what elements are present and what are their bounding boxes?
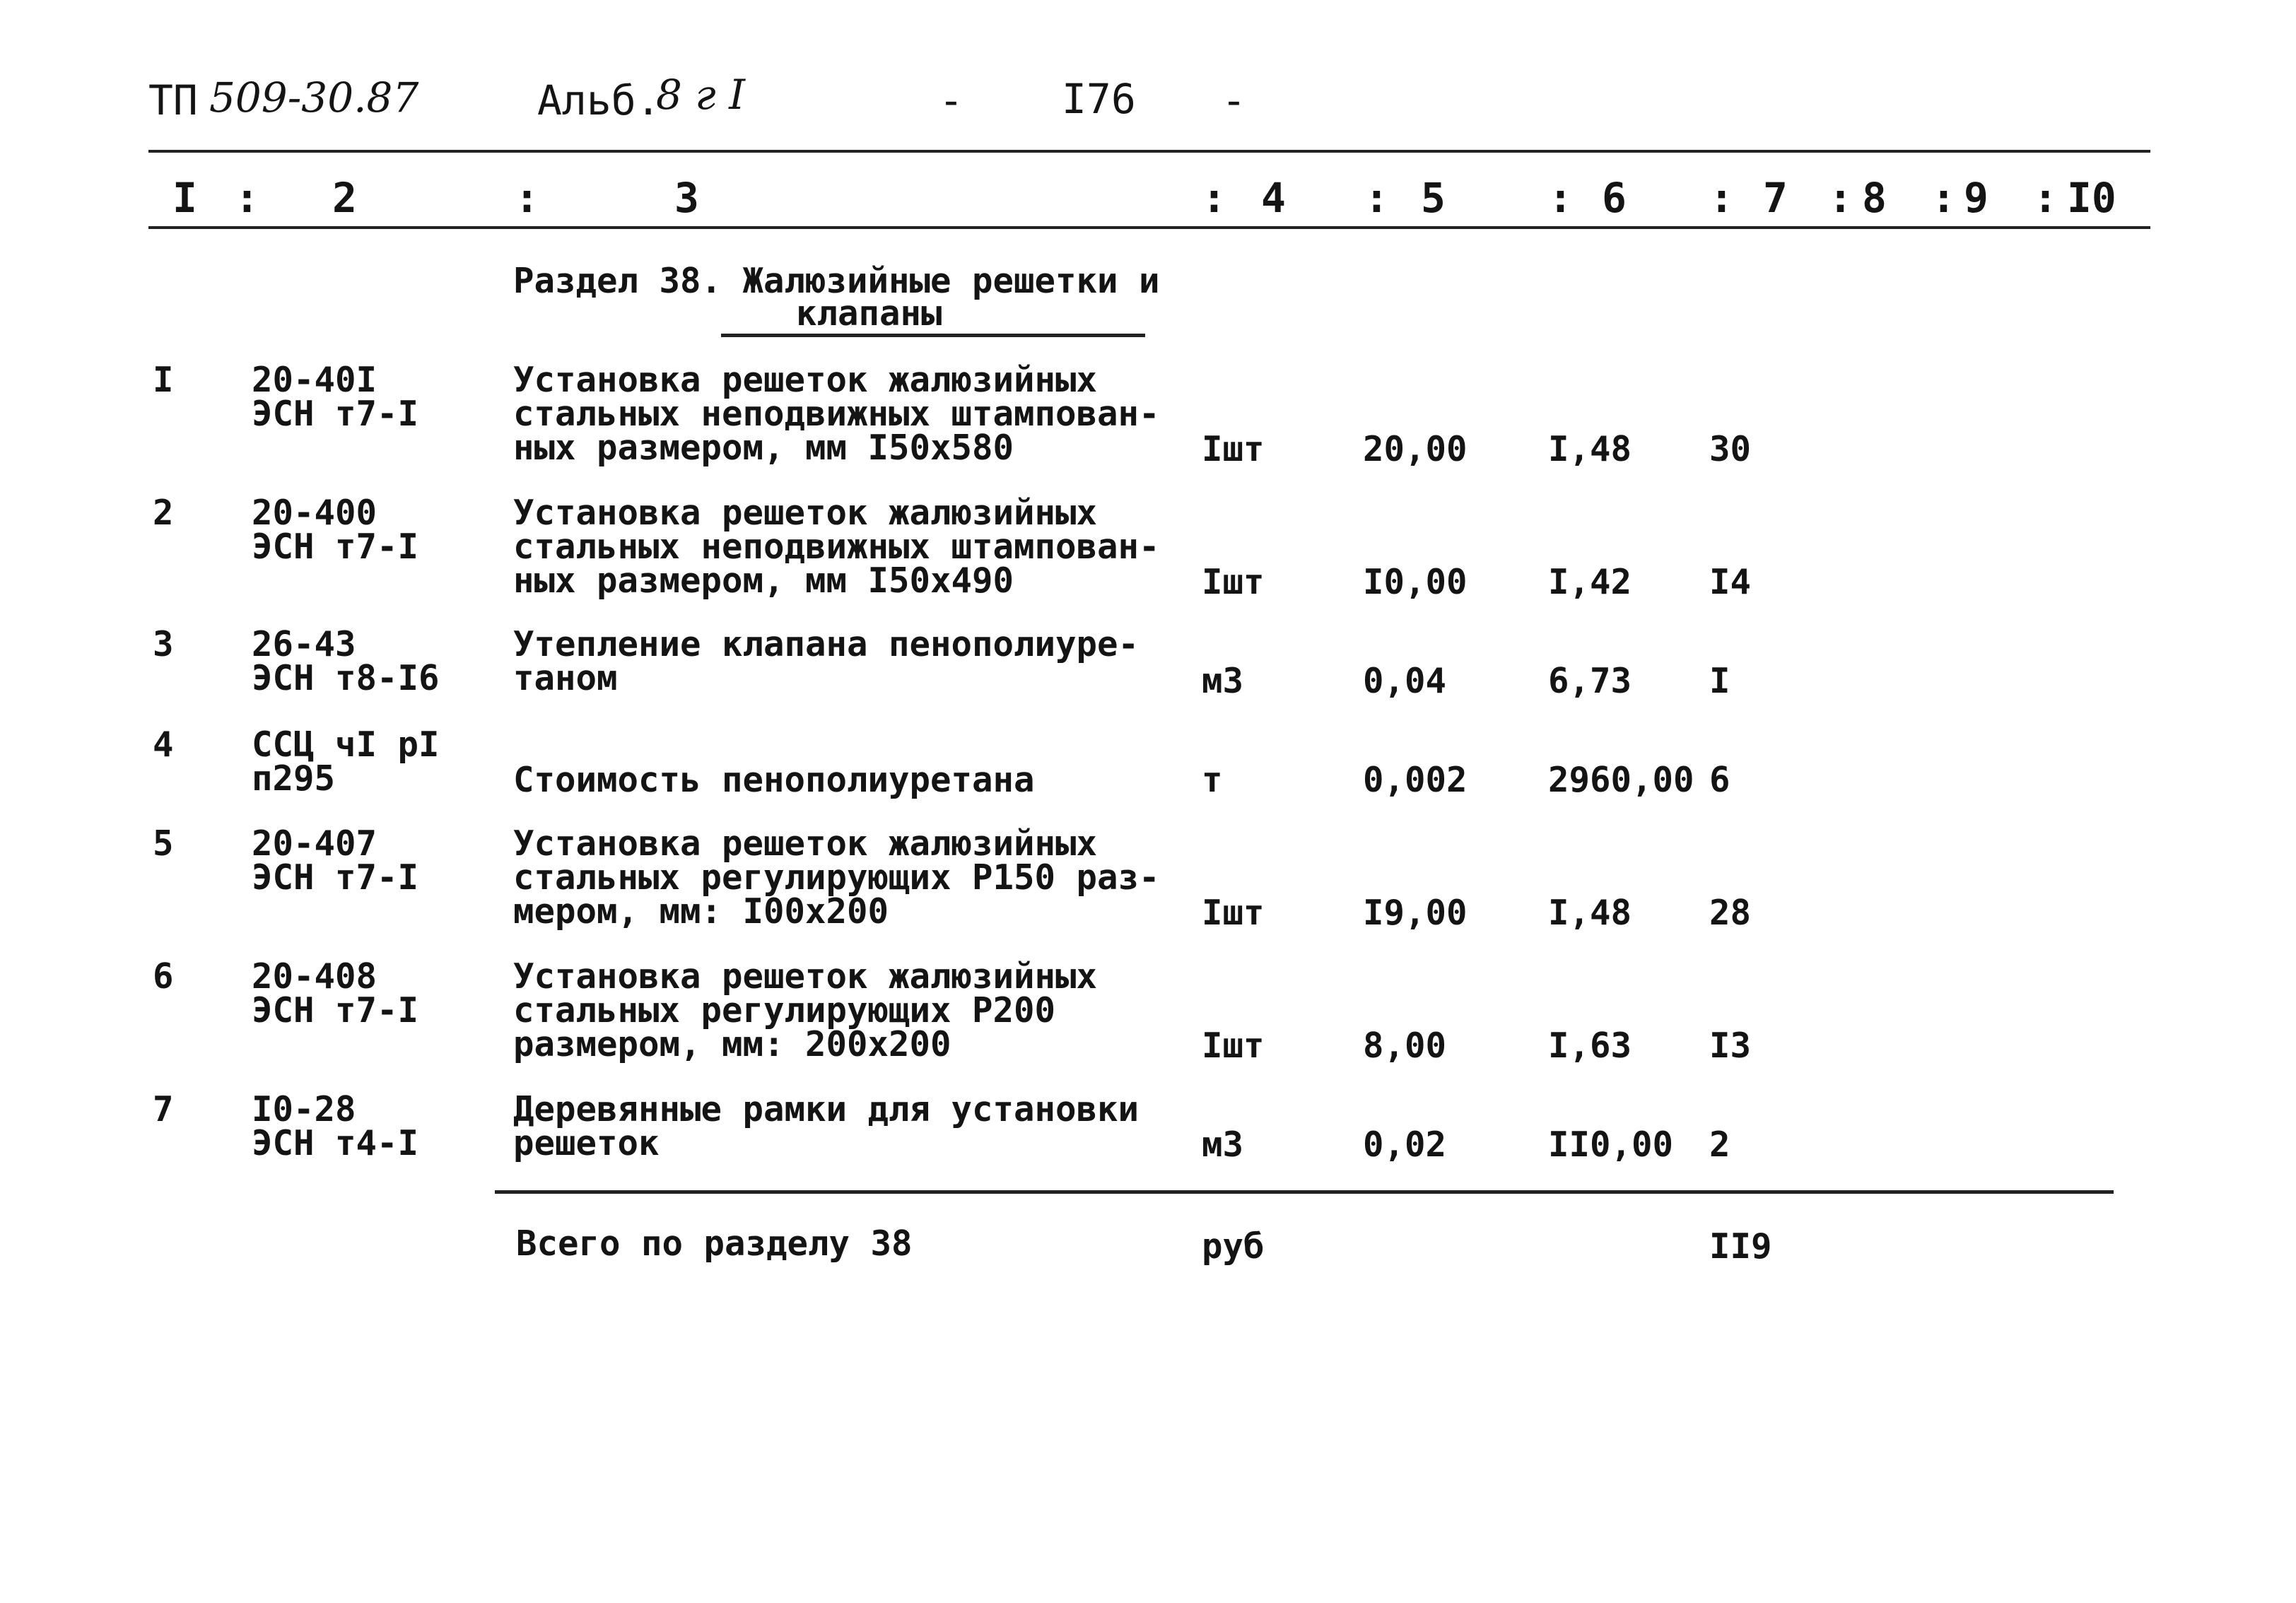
row-unit: т (1202, 760, 1223, 800)
summary-rule (495, 1190, 2114, 1194)
row-code: 20-400 (252, 493, 377, 533)
col-sep: : (1828, 174, 1853, 222)
row-code-ref: ЭСН т4-I (252, 1123, 419, 1163)
row-code-ref: ЭСН т7-I (252, 990, 419, 1030)
row-price: II0,00 (1548, 1125, 1674, 1165)
header-dash-left: - (939, 76, 964, 124)
col-sep: : (2033, 174, 2058, 222)
row-description: ных размером, мм I50х580 (513, 428, 1014, 468)
row-code: I0-28 (252, 1089, 356, 1129)
row-description: ных размером, мм I50х490 (513, 560, 1014, 601)
summary-total: II9 (1709, 1226, 1772, 1267)
header-bottom-rule (148, 226, 2150, 229)
row-number: 6 (153, 956, 174, 997)
row-code-ref: ЭСН т7-I (252, 527, 419, 567)
row-description: стальных неподвижных штампован- (513, 394, 1160, 434)
row-number: 3 (153, 624, 174, 664)
row-code: 20-40I (252, 360, 377, 400)
row-quantity: I0,00 (1363, 562, 1468, 602)
row-total: I4 (1709, 562, 1752, 602)
row-quantity: 20,00 (1363, 429, 1468, 469)
row-description: Деревянные рамки для установки (513, 1089, 1140, 1129)
row-price: I,42 (1548, 562, 1632, 602)
row-code: 20-408 (252, 956, 377, 997)
doc-prefix: ТП (148, 76, 198, 124)
row-unit: Iшт (1202, 893, 1265, 933)
section-title-line1: Раздел 38. Жалюзийные решетки и (513, 261, 1160, 301)
row-description: Установка решеток жалюзийных (513, 493, 1098, 533)
row-number: 5 (153, 823, 174, 864)
row-number: 4 (153, 724, 174, 765)
row-code-ref: п295 (252, 758, 336, 799)
col-sep: : (1202, 174, 1226, 222)
row-number: 2 (153, 493, 174, 533)
col-8: 8 (1862, 174, 1887, 222)
row-price: I,48 (1548, 429, 1632, 469)
row-quantity: 0,02 (1363, 1125, 1447, 1165)
row-unit: Iшт (1202, 429, 1265, 469)
row-description: Установка решеток жалюзийных (513, 956, 1098, 997)
row-quantity: 0,002 (1363, 760, 1468, 800)
row-unit: Iшт (1202, 562, 1265, 602)
col-10: I0 (2067, 174, 2116, 222)
header-dash-right: - (1222, 76, 1246, 124)
summary-label: Всего по разделу 38 (516, 1223, 913, 1264)
row-total: 6 (1709, 760, 1730, 800)
col-sep: : (1709, 174, 1734, 222)
doc-number: 509-30.87 (209, 74, 419, 122)
row-total: I (1709, 661, 1730, 701)
row-number: 7 (153, 1089, 174, 1129)
row-description: размером, мм: 200х200 (513, 1024, 951, 1064)
row-total: 2 (1709, 1125, 1730, 1165)
section-title-underline (721, 334, 1145, 337)
row-total: 30 (1709, 429, 1752, 469)
col-9: 9 (1964, 174, 1988, 222)
row-price: I,48 (1548, 893, 1632, 933)
row-price: 6,73 (1548, 661, 1632, 701)
row-quantity: I9,00 (1363, 893, 1468, 933)
row-unit: м3 (1202, 1125, 1244, 1165)
header-top-rule (148, 150, 2150, 153)
row-price: 2960,00 (1548, 760, 1694, 800)
row-code-ref: ЭСН т7-I (252, 394, 419, 434)
row-quantity: 8,00 (1363, 1026, 1447, 1066)
col-3: 3 (674, 174, 699, 222)
row-price: I,63 (1548, 1026, 1632, 1066)
row-description: стальных неподвижных штампован- (513, 527, 1160, 567)
row-description: Установка решеток жалюзийных (513, 823, 1098, 864)
summary-unit: руб (1202, 1226, 1265, 1267)
row-quantity: 0,04 (1363, 661, 1447, 701)
row-code: 20-407 (252, 823, 377, 864)
row-description: решеток (513, 1123, 660, 1163)
row-total: 28 (1709, 893, 1752, 933)
row-description: стальных регулирующих Р200 (513, 990, 1056, 1030)
row-total: I3 (1709, 1026, 1752, 1066)
album-number: 8 г I (656, 71, 745, 119)
row-number: I (153, 360, 174, 400)
col-7: 7 (1763, 174, 1788, 222)
section-title-line2: клапаны (796, 293, 942, 334)
row-code: ССЦ чI рI (252, 724, 440, 765)
col-sep: : (1931, 174, 1956, 222)
col-sep: : (515, 174, 539, 222)
row-unit: Iшт (1202, 1026, 1265, 1066)
col-1: I (172, 174, 197, 222)
row-description: стальных регулирующих Р150 раз- (513, 857, 1160, 898)
col-5: 5 (1421, 174, 1446, 222)
page-number: I76 (1062, 75, 1136, 123)
row-description: мером, мм: I00х200 (513, 891, 889, 932)
col-4: 4 (1261, 174, 1286, 222)
row-description: таном (513, 658, 618, 698)
col-sep: : (1364, 174, 1389, 222)
row-description: Утепление клапана пенополиуре- (513, 624, 1140, 664)
col-2: 2 (332, 174, 357, 222)
row-code: 26-43 (252, 624, 356, 664)
row-description: Стоимость пенополиуретана (513, 760, 1035, 800)
row-code-ref: ЭСН т7-I (252, 857, 419, 898)
col-sep: : (1548, 174, 1573, 222)
row-code-ref: ЭСН т8-I6 (252, 658, 440, 698)
album-label: Альб. (537, 76, 661, 124)
row-unit: м3 (1202, 661, 1244, 701)
col-sep: : (235, 174, 259, 222)
col-6: 6 (1602, 174, 1627, 222)
row-description: Установка решеток жалюзийных (513, 360, 1098, 400)
